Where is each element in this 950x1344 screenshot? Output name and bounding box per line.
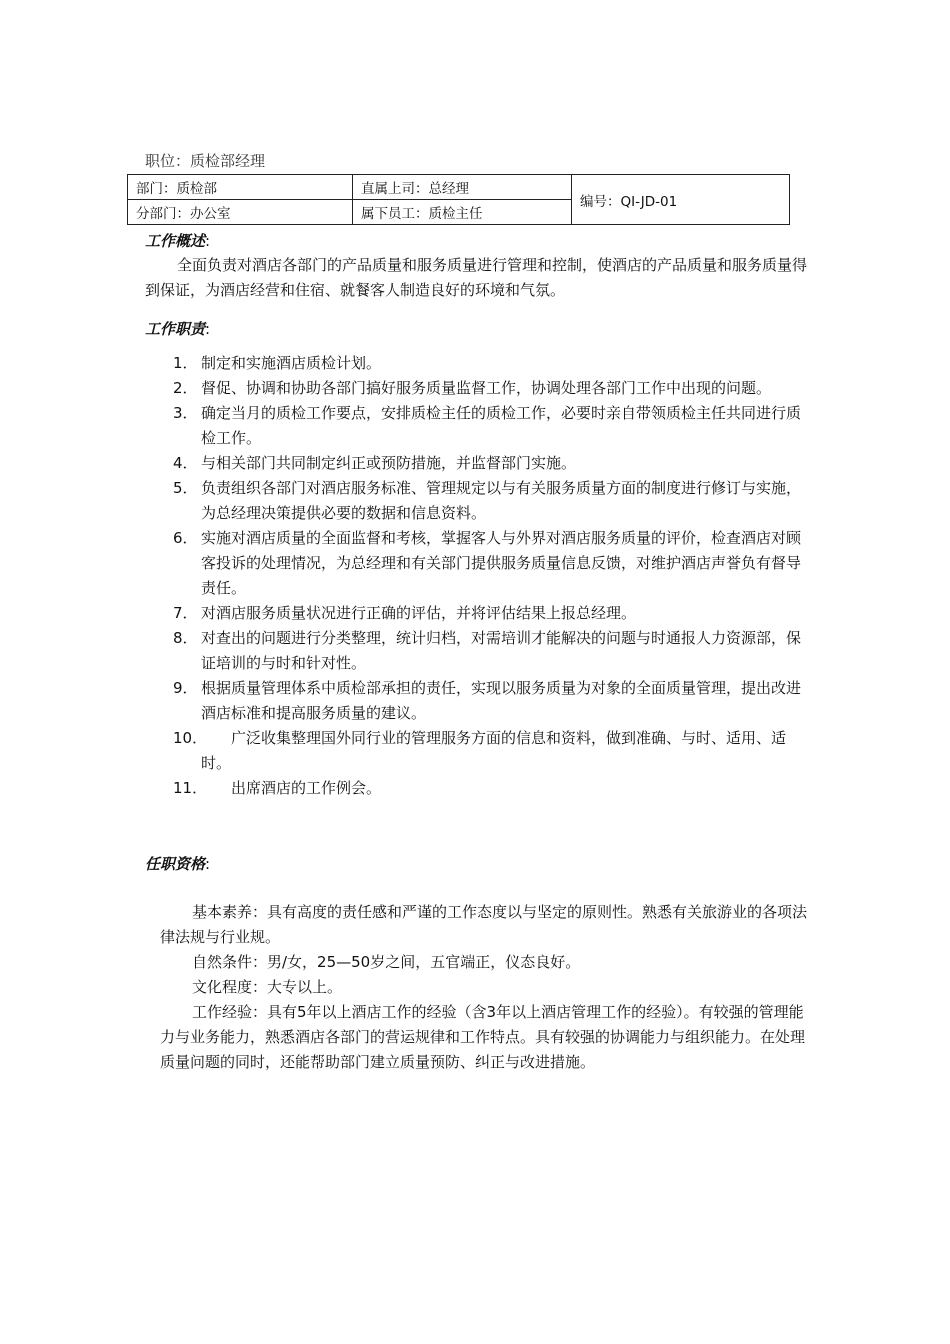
list-item: 10． 广泛收集整理国外同行业的管理服务方面的信息和资料，做到准确、与时、适用、适时。 [173, 729, 787, 772]
qualifications-heading: 任职资格: [145, 855, 211, 873]
list-item: 6． 实施对酒店质量的全面监督和考核，掌握客人与外界对酒店服务质量的评价，检查酒店对顾客投诉的处理情况，为总经理和有关部门提供服务质量信息反馈，对维护酒店声誉负有督导责任。 [173, 529, 802, 597]
code-cell: 编号：QI-JD-01 [572, 175, 790, 225]
overview-text: 全面负责对酒店各部门的产品质量和服务质量进行管理和控制，使酒店的产品质量和服务质量得到保证，为酒店经营和住宿、就餐客人制造良好的环境和气氛。 [145, 256, 808, 299]
list-item: 1． 制定和实施酒店质检计划。 [173, 354, 382, 372]
list-item: 5． 负责组织各部门对酒店服务标准、管理规定以与有关服务质量方面的制度进行修订与实施，为总经理决策提供必要的数据和信息资料。 [173, 479, 802, 522]
list-item: 3． 确定当月的质检工作要点，安排质检主任的质检工作，必要时亲自带领质检主任共同进行质检工作。 [173, 404, 802, 447]
basic-quality-text: 基本素养：具有高度的责任感和严谨的工作态度以与坚定的原则性。熟悉有关旅游业的各项法律法规与行业规。 [160, 903, 808, 946]
list-item: 9． 根据质量管理体系中质检部承担的责任，实现以服务质量为对象的全面质量管理，提出改进酒店标准和提高服务质量的建议。 [173, 679, 802, 722]
natural-conditions-text: 自然条件：男/女，25—50岁之间，五官端正，仪态良好。 [192, 953, 581, 971]
list-item: 4． 与相关部门共同制定纠正或预防措施，并监督部门实施。 [173, 454, 577, 472]
list-item: 8． 对查出的问题进行分类整理，统计归档，对需培训才能解决的问题与时通报人力资源部，保证培训的与时和针对性。 [173, 629, 802, 672]
duties-list [145, 351, 810, 801]
duties-heading: 工作职责: [145, 320, 211, 338]
list-item: 7． 对酒店服务质量状况进行正确的评估，并将评估结果上报总经理。 [173, 604, 637, 622]
list-item: 2． 督促、协调和协助各部门搞好服务质量监督工作，协调处理各部门工作中出现的问题。 [173, 379, 772, 397]
subordinate-cell: 属下员工：质检主任 [353, 200, 572, 225]
job-info-table [127, 174, 790, 225]
overview-heading: 工作概述: [145, 232, 211, 250]
experience-text: 工作经验：具有5年以上酒店工作的经验（含3年以上酒店管理工作的经验）。有较强的管理能力与业务能力，熟悉酒店各部门的营运规律和工作特点。具有较强的协调能力与组织能力。在处理质量问题的同时，还能帮助部门建立质量预防、纠正与改进措施。 [160, 1003, 806, 1071]
supervisor-cell: 直属上司：总经理 [353, 175, 572, 200]
education-text: 文化程度：大专以上。 [192, 978, 343, 996]
sub-department-cell: 分部门：办公室 [128, 200, 353, 225]
position-title: 职位：质检部经理 [145, 152, 266, 170]
list-item: 11． 出席酒店的工作例会。 [173, 779, 382, 797]
department-cell: 部门：质检部 [128, 175, 353, 200]
